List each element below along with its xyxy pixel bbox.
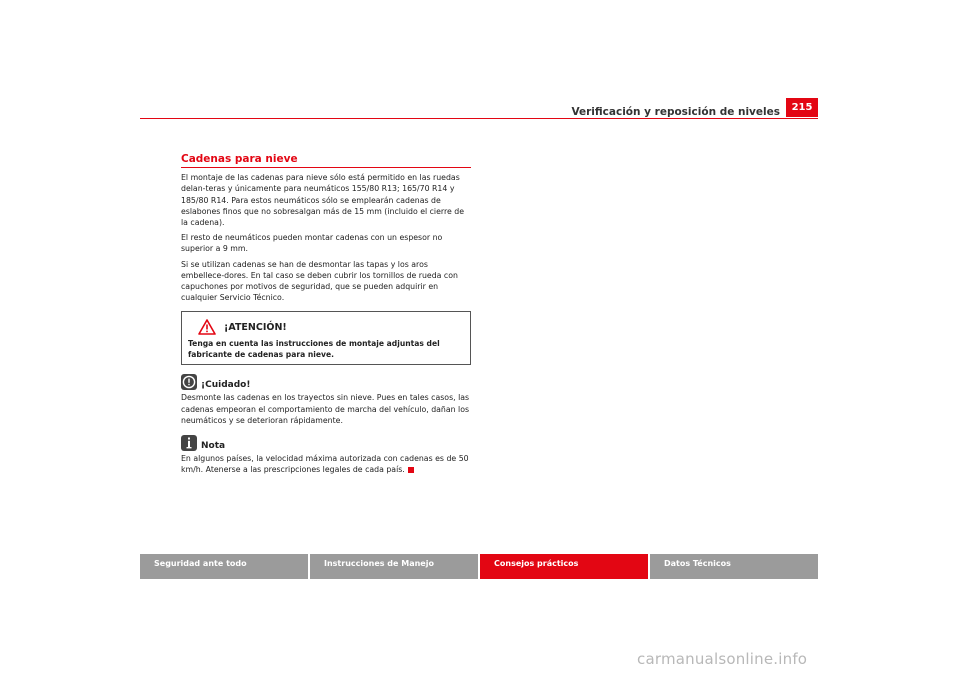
paragraph: El resto de neumáticos pueden montar cadenas con un espesor no superior a 9 mm. <box>181 233 443 254</box>
note-icon <box>181 435 197 451</box>
warning-title: ¡ATENCIÓN! <box>224 321 287 333</box>
exclamation-circle-icon <box>181 374 197 390</box>
content-column <box>181 154 471 479</box>
note-text-body: En algunos países, la velocidad máxima autorizada con cadenas es de 50 km/h. Atenerse a las prescripciones legales de cada país. <box>181 454 469 475</box>
page-number: 215 <box>786 98 818 117</box>
footer-tab-seguridad[interactable]: Seguridad ante todo <box>140 554 308 579</box>
warning-triangle-icon <box>198 319 216 335</box>
warning-header <box>188 318 464 336</box>
paragraph: El montaje de las cadenas para nieve sólo está permitido en las ruedas delan-teras y únicamente para neumáticos 155/80 R13; 165/70 R14 y 185/80 R14. Para estos neumáticos sólo se emplearán cadenas de eslabones finos que no sobresalgan más de 15 mm (incluido el cierre de la cadena). <box>181 173 465 228</box>
footer-tab-consejos[interactable]: Consejos prácticos <box>480 554 648 579</box>
footer-tab-instrucciones[interactable]: Instrucciones de Manejo <box>310 554 478 579</box>
page-header-title: Verificación y reposición de niveles <box>571 106 780 118</box>
header-divider <box>140 118 818 119</box>
caution-text: Desmonte las cadenas en los trayectos sin nieve. Pues en tales casos, las cadenas empeoran el comportamiento de marcha del vehículo, dañan los neumáticos y se deterioran rápidamente. <box>181 393 470 425</box>
note-header <box>181 435 471 451</box>
note-title: Nota <box>201 441 226 452</box>
warning-box <box>181 311 471 365</box>
footer-nav <box>140 554 818 579</box>
paragraph: Si se utilizan cadenas se han de desmontar las tapas y los aros embellece-dores. En tal caso se deben cubrir los tornillos de rueda con capuchones por motivos de seguridad, que se pueden adquirir en cualquier Servicio Técnico. <box>181 259 458 303</box>
watermark: carmanualsonline.info <box>637 650 808 668</box>
footer-tab-datos[interactable]: Datos Técnicos <box>650 554 818 579</box>
warning-text: Tenga en cuenta las instrucciones de montaje adjuntas del fabricante de cadenas para nieve. <box>188 339 440 359</box>
note-text <box>181 453 471 475</box>
caution-title: ¡Cuidado! <box>201 380 251 391</box>
end-square-icon <box>408 467 414 473</box>
caution-header <box>181 374 471 390</box>
section-title: Cadenas para nieve <box>181 154 471 168</box>
